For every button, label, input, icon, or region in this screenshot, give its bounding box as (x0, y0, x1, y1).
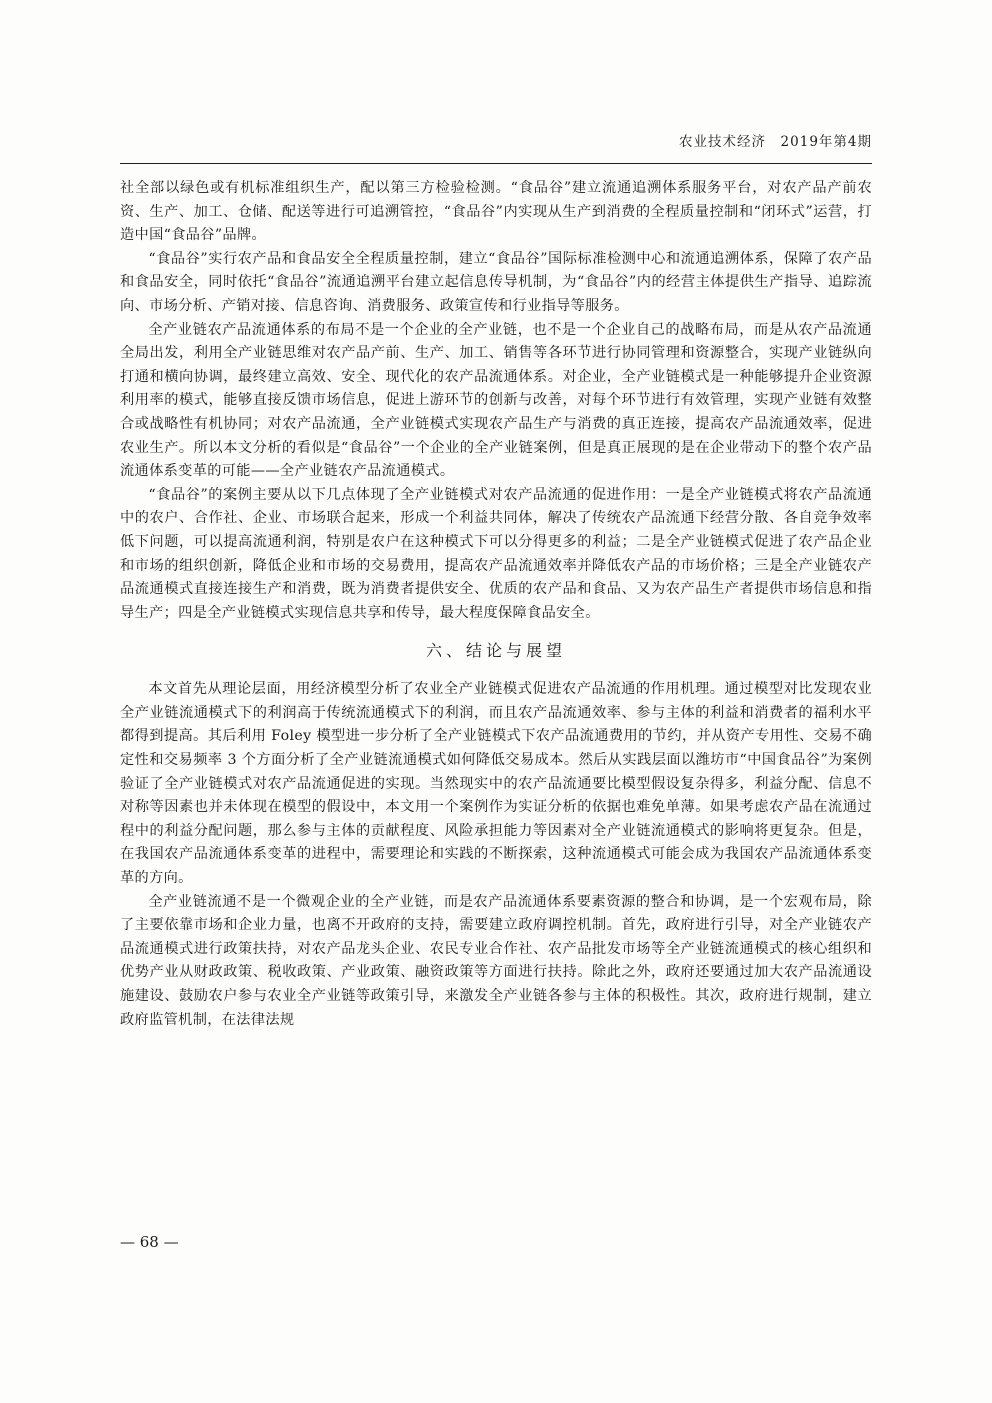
paragraph: 全产业链农产品流通体系的布局不是一个企业的全产业链，也不是一个企业自己的战略布局，而是从农产品流通全局出发，利用全产业链思维对农产品产前、生产、加工、销售等各环节进行协同管理和资源整合，实现产业链纵向打通和横向协调，最终建立高效、安全、现代化的农产品流通体系。对企业，全产业链模式是一种能够提升企业资源利用率的模式，能够直接反馈市场信息，促进上游环节的创新与改善，对每个环节进行有效管理，实现产业链有效整合或战略性有机协同；对农产品流通，全产业链模式实现农产品生产与消费的真正连接，提高农产品流通效率，促进农业生产。所以本文分析的看似是“食品谷”一个企业的全产业链案例，但是真正展现的是在企业带动下的整个农产品流通体系变革的可能——全产业链农产品流通模式。 (120, 321, 872, 480)
paragraph: 全产业链流通不是一个微观企业的全产业链，而是农产品流通体系要素资源的整合和协调，是一个宏观布局，除了主要依靠市场和企业力量，也离不开政府的支持，需要建立政府调控机制。首先，政府进行引导，对全产业链农产品流通模式进行政策扶持，对农产品龙头企业、农民专业合作社、农产品批发市场等全产业链流通模式的核心组织和优势产业从财政政策、税收政策、产业政策、融资政策等方面进行扶持。除此之外，政府还要通过加大农产品流通设施建设、鼓励农户参与农业全产业链等政策引导，来激发全产业链各参与主体的积极性。其次，政府进行规制，建立政府监管机制，在法律法规 (120, 893, 872, 1028)
header-rule (120, 163, 872, 164)
running-header: 农业技术经济 2019年第4期 (679, 134, 872, 150)
section-title: 六、结论与展望 (425, 641, 566, 661)
paragraph: “食品谷”实行农产品和食品安全全程质量控制，建立“食品谷”国际标准检测中心和流通追溯体系，保障了农产品和食品安全，同时依托“食品谷”流通追溯平台建立起信息传导机制，为“食品谷”内的经营主体提供生产指导、追踪流向、市场分析、产销对接、信息咨询、消费服务、政策宣传和行业指导等服务。 (120, 250, 872, 314)
article-body (120, 177, 872, 1032)
paragraph: “食品谷”的案例主要从以下几点体现了全产业链模式对农产品流通的促进作用：一是全产业链模式将农产品流通中的农户、合作社、企业、市场联合起来，形成一个利益共同体，解决了传统农产品流通下经营分散、各自竞争效率低下问题，可以提高流通利润，特别是农户在这种模式下可以分得更多的利益；二是全产业链模式促进了农产品企业和市场的组织创新，降低企业和市场的交易费用，提高农产品流通效率并降低农产品的市场价格；三是全产业链农产品流通模式直接连接生产和消费，既为消费者提供安全、优质的农产品和食品、又为农产品生产者提供市场信息和指导生产；四是全产业链模式实现信息共享和传导，最大程度保障食品安全。 (120, 486, 872, 621)
paragraph: 本文首先从理论层面，用经济模型分析了农业全产业链模式促进农产品流通的作用机理。通过模型对比发现农业全产业链流通模式下的利润高于传统流通模式下的利润，而且农产品流通效率、参与主体的利益和消费者的福利水平都得到提高。其后利用 Foley 模型进一步分析了全产业链模式下农产品流通费用的节约，并从资产专用性、交易不确定性和交易频率 3 个方面分析了全产业链流通模式如何降低交易成本。然后从实践层面以潍坊市“中国食品谷”为案例验证了全产业链模式对农产品流通促进的实现。当然现实中的农产品流通要比模型假设复杂得多，利益分配、信息不对称等因素也并未体现在模型的假设中，本文用一个案例作为实证分析的依据也难免单薄。如果考虑农产品在流通过程中的利益分配问题，那么参与主体的贡献程度、风险承担能力等因素对全产业链流通模式的影响将更复杂。但是，在我国农产品流通体系变革的进程中，需要理论和实践的不断探索，这种流通模式可能会成为我国农产品流通体系变革的方向。 (120, 681, 872, 887)
paragraph: 社全部以绿色或有机标准组织生产，配以第三方检验检测。“食品谷”建立流通追溯体系服务平台，对农产品产前农资、生产、加工、仓储、配送等进行可追溯管控，“食品谷”内实现从生产到消费的全程质量控制和“闭环式”运营，打造中国“食品谷”品牌。 (120, 180, 872, 244)
page-number: — 68 — (120, 1233, 179, 1251)
